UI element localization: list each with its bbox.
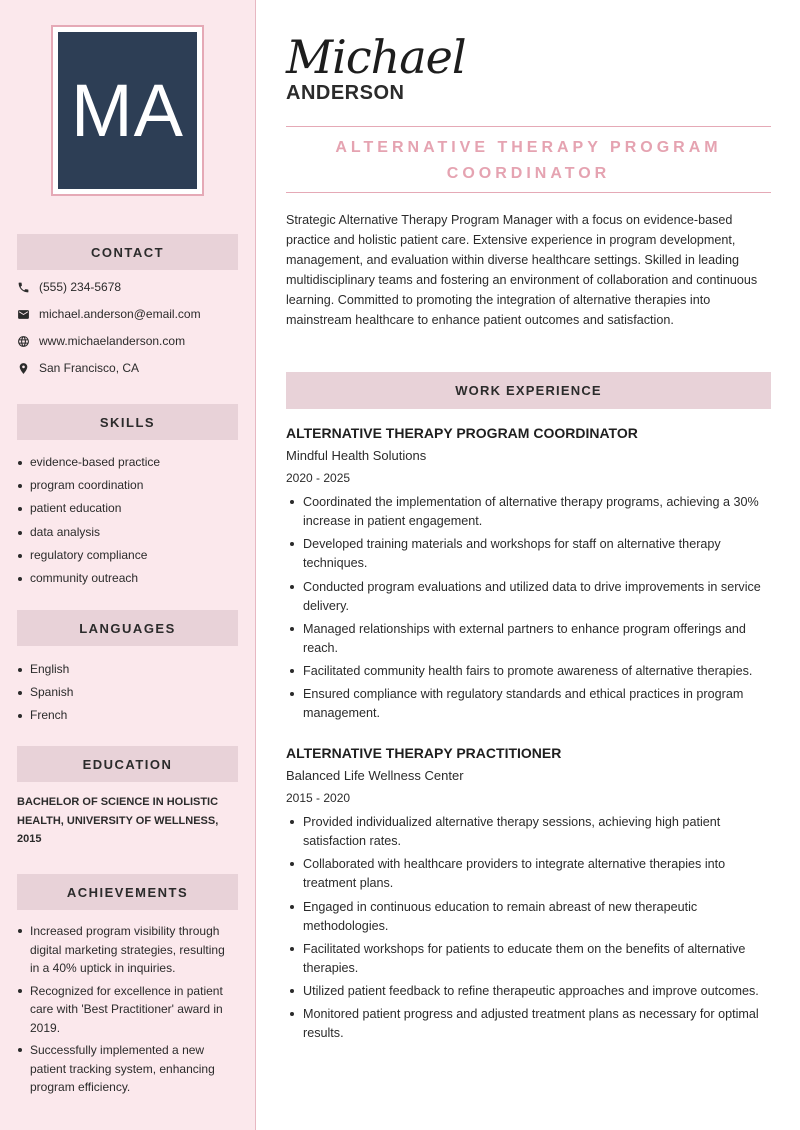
monogram: MA — [58, 32, 197, 189]
list-item: patient education — [17, 500, 235, 523]
skills-heading: SKILLS — [17, 404, 238, 440]
title-rule-bottom — [286, 192, 771, 193]
job-role: ALTERNATIVE THERAPY PRACTITIONER — [286, 745, 562, 761]
first-name: Michael — [286, 30, 466, 84]
languages-list — [17, 661, 235, 731]
list-item: Facilitated workshops for patients to educate them on the benefits of alternative therapies. — [286, 940, 771, 978]
job-role: ALTERNATIVE THERAPY PROGRAM COORDINATOR — [286, 425, 638, 441]
list-item: regulatory compliance — [17, 547, 235, 570]
list-item: English — [17, 661, 235, 684]
list-item: Provided individualized alternative therapy sessions, achieving high patient satisfaction rates. — [286, 813, 771, 851]
languages-heading: LANGUAGES — [17, 610, 238, 646]
list-item: Monitored patient progress and adjusted treatment plans as necessary for optimal results. — [286, 1005, 771, 1043]
globe-icon — [17, 335, 30, 348]
contact-phone — [17, 280, 121, 294]
job-dates: 2015 - 2020 — [286, 791, 351, 805]
list-item: Facilitated community health fairs to promote awareness of alternative therapies. — [286, 662, 771, 681]
job-title: ALTERNATIVE THERAPY PROGRAM COORDINATOR — [335, 139, 722, 182]
contact-email-text[interactable]: michael.anderson@email.com — [39, 307, 201, 321]
job-company: Mindful Health Solutions — [286, 448, 427, 463]
list-item: French — [17, 707, 235, 730]
list-item: Spanish — [17, 684, 235, 707]
last-name: ANDERSON — [286, 82, 405, 104]
contact-website-text[interactable]: www.michaelanderson.com — [39, 334, 186, 348]
job-bullets — [286, 813, 771, 1043]
contact-location-text: San Francisco, CA — [39, 361, 140, 375]
list-item: Increased program visibility through digital marketing strategies, resulting in a 40% uptick in inquiries. — [17, 922, 235, 978]
list-item: Collaborated with healthcare providers to integrate alternative therapies into treatment plans. — [286, 855, 771, 893]
summary: Strategic Alternative Therapy Program Manager with a focus on evidence-based practice and holistic patient care. Extensive experience in program development, management, and evaluation within diverse healthcare settings. Skilled in leading multidisciplinary teams and fostering an environment of collaboration and continuous learning. Committed to promoting the integration of alternative therapies into mainstream healthcare to enhance patient outcomes and satisfaction. — [286, 213, 758, 328]
contact-website — [17, 334, 185, 348]
contact-email — [17, 307, 201, 321]
phone-icon — [17, 281, 30, 294]
list-item: data analysis — [17, 524, 235, 547]
list-item: Ensured compliance with regulatory standards and ethical practices in program management. — [286, 685, 771, 723]
list-item: Utilized patient feedback to refine therapeutic approaches and improve outcomes. — [286, 982, 771, 1001]
job-company: Balanced Life Wellness Center — [286, 768, 464, 783]
email-icon — [17, 308, 30, 321]
job-dates: 2020 - 2025 — [286, 471, 351, 485]
work-experience-heading: WORK EXPERIENCE — [286, 372, 771, 409]
list-item: Developed training materials and workshops for staff on alternative therapy techniques. — [286, 535, 771, 573]
skills-list — [17, 454, 235, 593]
list-item: Engaged in continuous education to remain abreast of new therapeutic methodologies. — [286, 898, 771, 936]
education-degree: BACHELOR OF SCIENCE IN HOLISTIC HEALTH, UNIVERSITY OF WELLNESS, 2015 — [17, 796, 219, 845]
monogram-frame — [51, 25, 204, 196]
list-item: program coordination — [17, 477, 235, 500]
achievements-heading: ACHIEVEMENTS — [17, 874, 238, 910]
list-item: Successfully implemented a new patient tracking system, enhancing program efficiency. — [17, 1041, 235, 1097]
list-item: evidence-based practice — [17, 454, 235, 477]
list-item: Coordinated the implementation of alternative therapy programs, achieving a 30% increase in patient engagement. — [286, 493, 771, 531]
job-entry — [286, 743, 771, 1048]
title-rule-top — [286, 126, 771, 127]
contact-location — [17, 361, 139, 375]
achievements-list — [17, 922, 235, 1101]
sidebar — [0, 0, 256, 1130]
list-item: Managed relationships with external partners to enhance program offerings and reach. — [286, 620, 771, 658]
education-heading: EDUCATION — [17, 746, 238, 782]
job-entry — [286, 423, 771, 728]
list-item: Recognized for excellence in patient care with 'Best Practitioner' award in 2019. — [17, 982, 235, 1038]
job-bullets — [286, 493, 771, 723]
list-item: Conducted program evaluations and utilized data to drive improvements in service delivery. — [286, 578, 771, 616]
list-item: community outreach — [17, 570, 235, 593]
contact-phone-text: (555) 234-5678 — [39, 280, 122, 294]
contact-heading: CONTACT — [17, 234, 238, 270]
location-icon — [17, 362, 30, 375]
